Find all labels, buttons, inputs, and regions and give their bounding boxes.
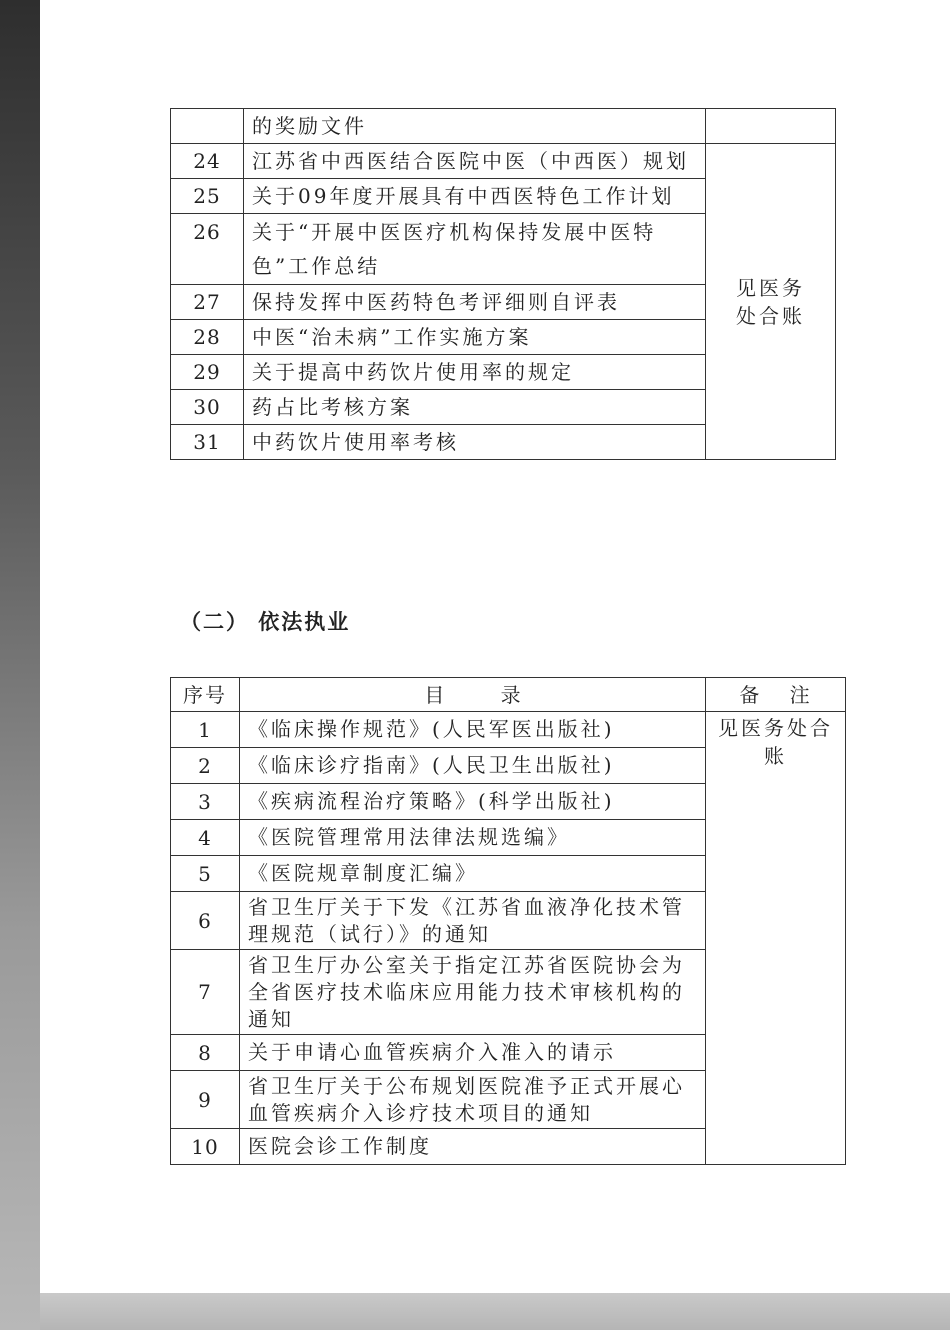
- row-number: 6: [171, 892, 240, 950]
- row-item: 关于“开展中医医疗机构保持发展中医特色”工作总结: [244, 214, 706, 285]
- row-number: 3: [171, 784, 240, 820]
- table-row: [171, 109, 836, 144]
- row-number: 4: [171, 820, 240, 856]
- row-number: 5: [171, 856, 240, 892]
- row-item: 江苏省中西医结合医院中医（中西医）规划: [244, 144, 706, 179]
- row-number: 9: [171, 1071, 240, 1129]
- page-left-border: [0, 0, 40, 1330]
- table-row: [171, 712, 846, 748]
- row-number: 27: [171, 285, 244, 320]
- row-item: 保持发挥中医药特色考评细则自评表: [244, 285, 706, 320]
- remark-cell: 见医务处合账: [706, 144, 836, 460]
- row-number: 26: [171, 214, 244, 285]
- row-item: 《临床操作规范》(人民军医出版社): [240, 712, 706, 748]
- row-number: 28: [171, 320, 244, 355]
- row-item: 《疾病流程治疗策略》(科学出版社): [240, 784, 706, 820]
- row-item: 关于提高中药饮片使用率的规定: [244, 355, 706, 390]
- row-item: 医院会诊工作制度: [240, 1129, 706, 1165]
- row-item: 的奖励文件: [244, 109, 706, 144]
- row-number: 29: [171, 355, 244, 390]
- row-item: 关于申请心血管疾病介入准入的请示: [240, 1035, 706, 1071]
- row-item: 《医院管理常用法律法规选编》: [240, 820, 706, 856]
- row-number: 8: [171, 1035, 240, 1071]
- legal-practice-catalog-table: [170, 677, 846, 1165]
- page-bottom-border: [40, 1293, 950, 1330]
- section-heading: （二） 依法执业: [180, 609, 351, 634]
- remark-cell: 见医务处合账: [706, 712, 846, 1165]
- catalog-table-continued: [170, 108, 836, 460]
- table-header-row: [171, 678, 846, 712]
- row-item: 省卫生厅办公室关于指定江苏省医院协会为全省医疗技术临床应用能力技术审核机构的通知: [240, 950, 706, 1035]
- row-number: 10: [171, 1129, 240, 1165]
- row-item: 中药饮片使用率考核: [244, 425, 706, 460]
- row-item: 关于09年度开展具有中西医特色工作计划: [244, 179, 706, 214]
- header-remark: 备 注: [706, 678, 846, 712]
- header-catalog: 目 录: [240, 678, 706, 712]
- row-number: 31: [171, 425, 244, 460]
- row-item: 药占比考核方案: [244, 390, 706, 425]
- row-item: 省卫生厅关于公布规划医院准予正式开展心血管疾病介入诊疗技术项目的通知: [240, 1071, 706, 1129]
- table-row: [171, 144, 836, 179]
- row-number: 25: [171, 179, 244, 214]
- row-item: 中医“治未病”工作实施方案: [244, 320, 706, 355]
- row-item: 省卫生厅关于下发《江苏省血液净化技术管理规范（试行）》的通知: [240, 892, 706, 950]
- row-number: 24: [171, 144, 244, 179]
- row-item: 《医院规章制度汇编》: [240, 856, 706, 892]
- row-number: [171, 109, 244, 144]
- row-number: 2: [171, 748, 240, 784]
- row-number: 7: [171, 950, 240, 1035]
- row-note-empty: [706, 109, 836, 144]
- header-number: 序号: [171, 678, 240, 712]
- row-number: 1: [171, 712, 240, 748]
- row-item: 《临床诊疗指南》(人民卫生出版社): [240, 748, 706, 784]
- row-number: 30: [171, 390, 244, 425]
